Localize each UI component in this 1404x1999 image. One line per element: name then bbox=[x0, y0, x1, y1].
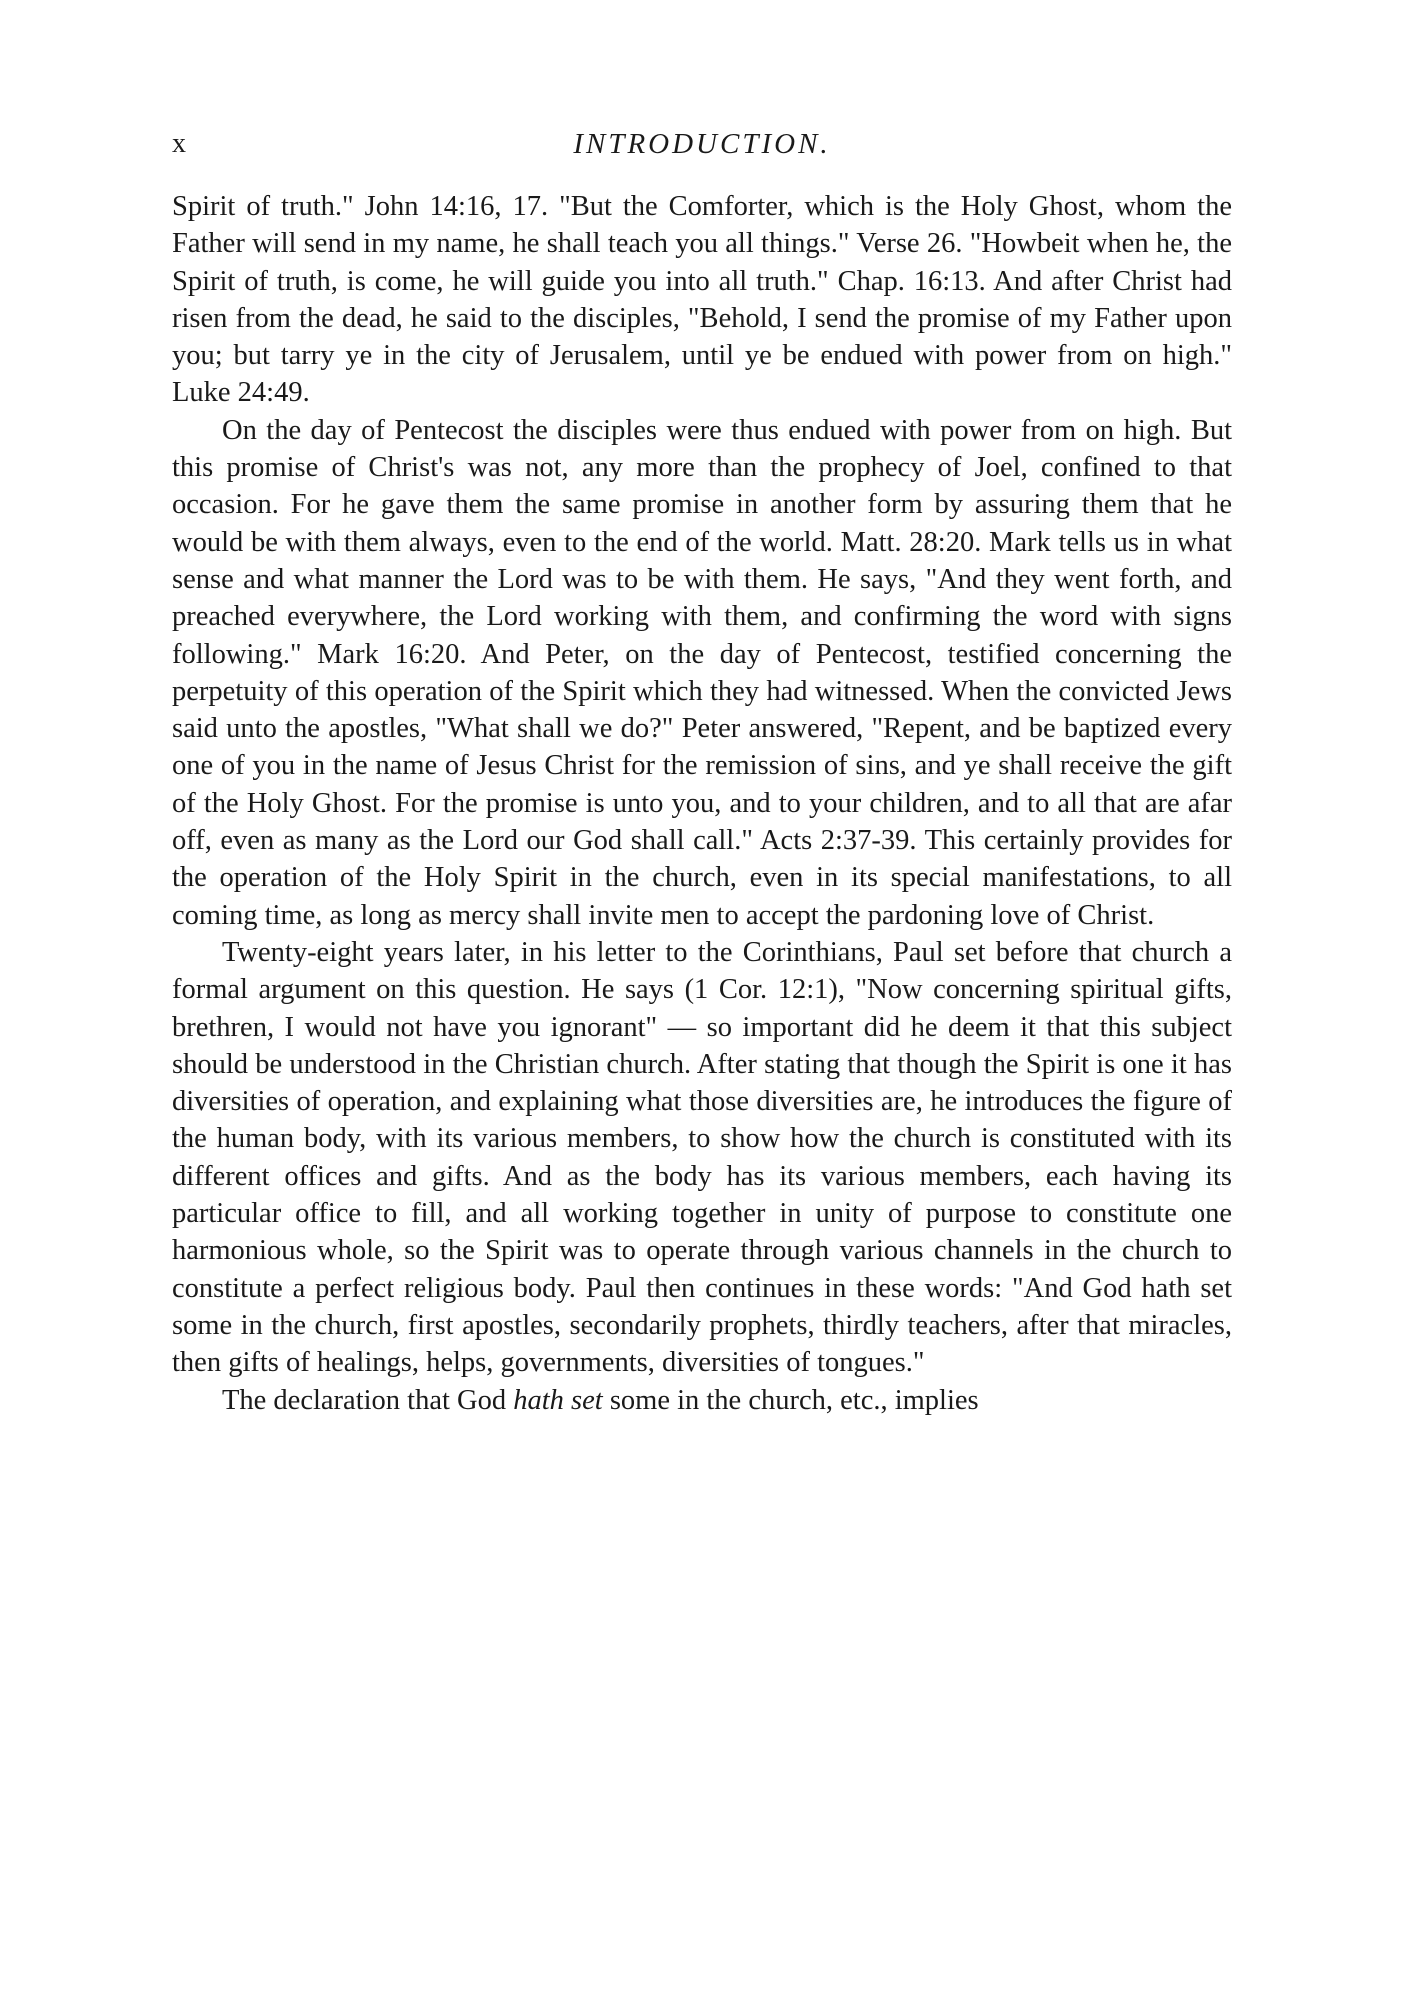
page-number: x bbox=[172, 128, 186, 159]
paragraph-2: On the day of Pentecost the disciples were thus endued with power from on high. But this promise of Christ's was not, any more than the prophecy of Joel, confined to that occasion. For he gave them the same promise in another form by assuring them that he would be with them always, even to the end of the world. Matt. 28:20. Mark tells us in what sense and what manner the Lord was to be with them. He says, "And they went forth, and preached everywhere, the Lord working with them, and confirming the word with signs following." Mark 16:20. And Peter, on the day of Pentecost, testified concerning the perpetuity of this operation of the Spirit which they had witnessed. When the convicted Jews said unto the apostles, "What shall we do?" Peter answered, "Repent, and be baptized every one of you in the name of Jesus Christ for the remission of sins, and ye shall receive the gift of the Holy Ghost. For the promise is unto you, and to your children, and to all that are afar off, even as many as the Lord our God shall call." Acts 2:37-39. This certainly provides for the operation of the Holy Spirit in the church, even in its special manifestations, to all coming time, as long as mercy shall invite men to accept the pardoning love of Christ. bbox=[172, 414, 1232, 931]
paragraph-4 bbox=[172, 1382, 1232, 1419]
body-text bbox=[172, 188, 1232, 1419]
paragraph-4-end: some in the church, etc., implies bbox=[602, 1384, 979, 1416]
emphasis-hath-set: hath set bbox=[513, 1384, 603, 1416]
page-header bbox=[172, 128, 1232, 168]
paragraph-1: Spirit of truth." John 14:16, 17. "But the Comforter, which is the Holy Ghost, whom the Father will send in my name, he shall teach you all things." Verse 26. "Howbeit when he, the Spirit of truth, is come, he will guide you into all truth." Chap. 16:13. And after Christ had risen from the dead, he said to the disciples, "Behold, I send the promise of my Father upon you; but tarry ye in the city of Jerusalem, until ye be endued with power from on high." Luke 24:49. bbox=[172, 191, 1232, 409]
running-title: INTRODUCTION. bbox=[573, 128, 831, 160]
paragraph-4-start: The declaration that God bbox=[222, 1384, 514, 1416]
paragraph-3: Twenty-eight years later, in his letter to the Corinthians, Paul set before that church a formal argument on this question. He says (1 Cor. 12:1), "Now concerning spiritual gifts, brethren, I would not have you ignorant" — so important did he deem it that this subject should be understood in the Christian church. After stating that though the Spirit is one it has diversities of operation, and explaining what those diversities are, he introduces the figure of the human body, with its various members, to show how the church is constituted with its different offices and gifts. And as the body has its various members, each having its particular office to fill, and all working together in unity of purpose to constitute one harmonious whole, so the Spirit was to operate through various channels in the church to constitute a perfect religious body. Paul then continues in these words: "And God hath set some in the church, first apostles, secondarily prophets, thirdly teachers, after that miracles, then gifts of healings, helps, governments, diversities of tongues." bbox=[172, 936, 1232, 1379]
